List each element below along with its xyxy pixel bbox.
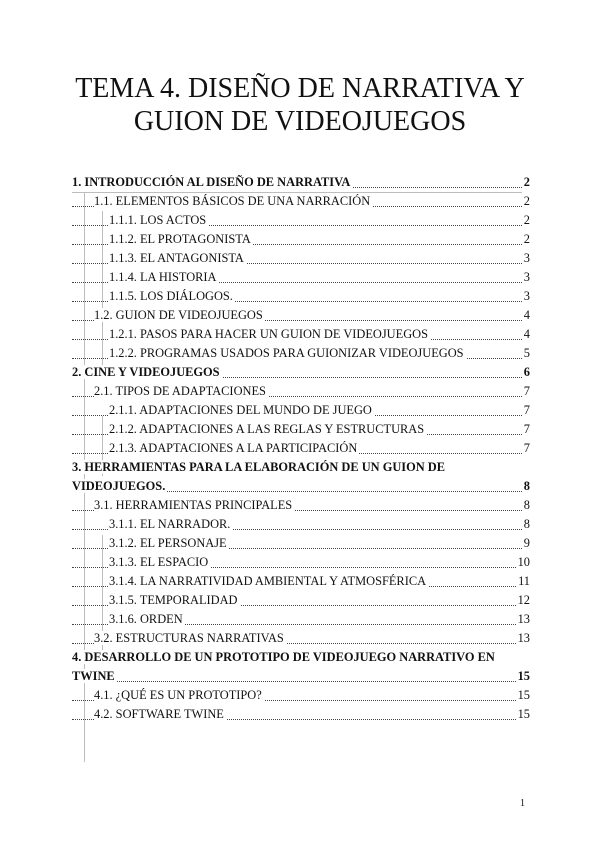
toc-page-number: 13	[516, 610, 530, 629]
toc-entry-label: 3.1.3. EL ESPACIO	[109, 555, 209, 569]
toc-page-number: 7	[522, 401, 530, 420]
toc-entry-label: 2. CINE Y VIDEOJUEGOS	[72, 365, 220, 379]
toc-page-number: 8	[522, 477, 530, 496]
toc-page-number: 3	[522, 249, 530, 268]
toc-page-number: 15	[516, 705, 530, 724]
toc-entry-label-continued: VIDEOJUEGOS.	[72, 479, 166, 493]
toc-entry-label: 3.1.2. EL PERSONAJE	[109, 536, 227, 550]
title-line-1: TEMA 4. DISEÑO DE NARRATIVA Y	[75, 73, 525, 104]
toc-entry[interactable]	[72, 192, 530, 211]
toc-entry[interactable]	[72, 230, 530, 249]
toc-entry[interactable]	[72, 211, 530, 230]
toc-entry[interactable]	[72, 325, 530, 344]
toc-entry-label: 2.1.1. ADAPTACIONES DEL MUNDO DE JUEGO	[109, 403, 372, 417]
toc-entry-label: 3.1.1. EL NARRADOR.	[109, 517, 231, 531]
page-number: 1	[520, 798, 525, 809]
toc-entry[interactable]	[72, 667, 530, 686]
toc-entry-label-continued: TWINE	[72, 669, 115, 683]
toc-entry[interactable]	[72, 420, 530, 439]
toc-entry-label: 2.1.3. ADAPTACIONES A LA PARTICIPACIÓN	[109, 441, 358, 455]
toc-entry-label: 3.1.4. LA NARRATIVIDAD AMBIENTAL Y ATMOSFÉRICA	[109, 574, 427, 588]
toc-entry[interactable]	[72, 249, 530, 268]
toc-entry[interactable]	[72, 572, 530, 591]
toc-entry-label: 3.1.6. ORDEN	[109, 612, 183, 626]
toc-guide-line	[72, 192, 530, 193]
toc-page-number: 12	[516, 591, 530, 610]
toc-entry[interactable]	[72, 553, 530, 572]
toc-entry[interactable]	[72, 705, 530, 724]
toc-page-number: 2	[522, 211, 530, 230]
toc-page-number: 10	[516, 553, 530, 572]
toc-entry-label: 1.1.5. LOS DIÁLOGOS.	[109, 289, 233, 303]
toc-entry-label: 1.2. GUION DE VIDEOJUEGOS	[94, 308, 263, 322]
toc-page-number: 11	[516, 572, 530, 591]
toc-entry-heading[interactable]	[72, 458, 530, 477]
toc-entry[interactable]	[72, 268, 530, 287]
toc-page-number: 3	[522, 268, 530, 287]
table-of-contents	[72, 173, 530, 724]
toc-page-number: 3	[522, 287, 530, 306]
toc-entry-label: 1.1.3. EL ANTAGONISTA	[109, 251, 244, 265]
toc-page-number: 7	[522, 420, 530, 439]
toc-entry[interactable]	[72, 287, 530, 306]
toc-entry[interactable]	[72, 439, 530, 458]
toc-entry[interactable]	[72, 382, 530, 401]
document-title	[0, 72, 600, 138]
toc-page-number: 8	[522, 496, 530, 515]
toc-entry-label: 1. INTRODUCCIÓN AL DISEÑO DE NARRATIVA	[72, 175, 351, 189]
toc-entry[interactable]	[72, 515, 530, 534]
toc-entry[interactable]	[72, 363, 530, 382]
toc-page-number: 4	[522, 306, 530, 325]
toc-entry[interactable]	[72, 401, 530, 420]
toc-entry-label: 1.1.2. EL PROTAGONISTA	[109, 232, 251, 246]
toc-entry-heading[interactable]	[72, 648, 530, 667]
toc-entry[interactable]	[72, 173, 530, 192]
toc-entry[interactable]	[72, 686, 530, 705]
toc-entry[interactable]	[72, 591, 530, 610]
toc-entry-label: 1.1.1. LOS ACTOS	[109, 213, 207, 227]
toc-entry[interactable]	[72, 610, 530, 629]
toc-entry-label: 2.1.2. ADAPTACIONES A LAS REGLAS Y ESTRUCTURAS	[109, 422, 425, 436]
toc-page-number: 15	[516, 667, 530, 686]
toc-page-number: 2	[522, 192, 530, 211]
toc-entry-label: 3.2. ESTRUCTURAS NARRATIVAS	[94, 631, 284, 645]
toc-page-number: 7	[522, 439, 530, 458]
toc-entry[interactable]	[72, 477, 530, 496]
toc-page-number: 8	[522, 515, 530, 534]
toc-entry-label: 2.1. TIPOS DE ADAPTACIONES	[94, 384, 266, 398]
toc-entry-label: 1.1. ELEMENTOS BÁSICOS DE UNA NARRACIÓN	[94, 194, 371, 208]
toc-entry-label: 3.1. HERRAMIENTAS PRINCIPALES	[94, 498, 293, 512]
toc-page-number: 6	[522, 363, 530, 382]
toc-page-number: 2	[522, 173, 530, 192]
toc-entry-label: 4. DESARROLLO DE UN PROTOTIPO DE VIDEOJUEGO NARRATIVO EN	[72, 650, 495, 664]
toc-entry[interactable]	[72, 496, 530, 515]
toc-entry-label: 3.1.5. TEMPORALIDAD	[109, 593, 238, 607]
toc-entry[interactable]	[72, 534, 530, 553]
toc-entry-label: 1.1.4. LA HISTORIA	[109, 270, 217, 284]
toc-page-number: 13	[516, 629, 530, 648]
toc-entry[interactable]	[72, 629, 530, 648]
toc-entry-label: 1.2.1. PASOS PARA HACER UN GUION DE VIDEOJUEGOS	[109, 327, 428, 341]
toc-entry-label: 4.1. ¿QUÉ ES UN PROTOTIPO?	[94, 688, 262, 702]
toc-entry-label: 3. HERRAMIENTAS PARA LA ELABORACIÓN DE UN GUION DE	[72, 460, 446, 474]
toc-page-number: 9	[522, 534, 530, 553]
toc-page-number: 15	[516, 686, 530, 705]
toc-entry-label: 1.2.2. PROGRAMAS USADOS PARA GUIONIZAR VIDEOJUEGOS	[109, 346, 464, 360]
toc-guide-line	[102, 211, 103, 376]
toc-page-number: 4	[522, 325, 530, 344]
title-line-2: GUION DE VIDEOJUEGOS	[133, 106, 467, 137]
dot-leader	[72, 681, 530, 682]
toc-entry[interactable]	[72, 306, 530, 325]
toc-page-number: 2	[522, 230, 530, 249]
toc-page-number: 7	[522, 382, 530, 401]
toc-entry-label: 4.2. SOFTWARE TWINE	[94, 707, 224, 721]
toc-entry[interactable]	[72, 344, 530, 363]
toc-page-number: 5	[522, 344, 530, 363]
